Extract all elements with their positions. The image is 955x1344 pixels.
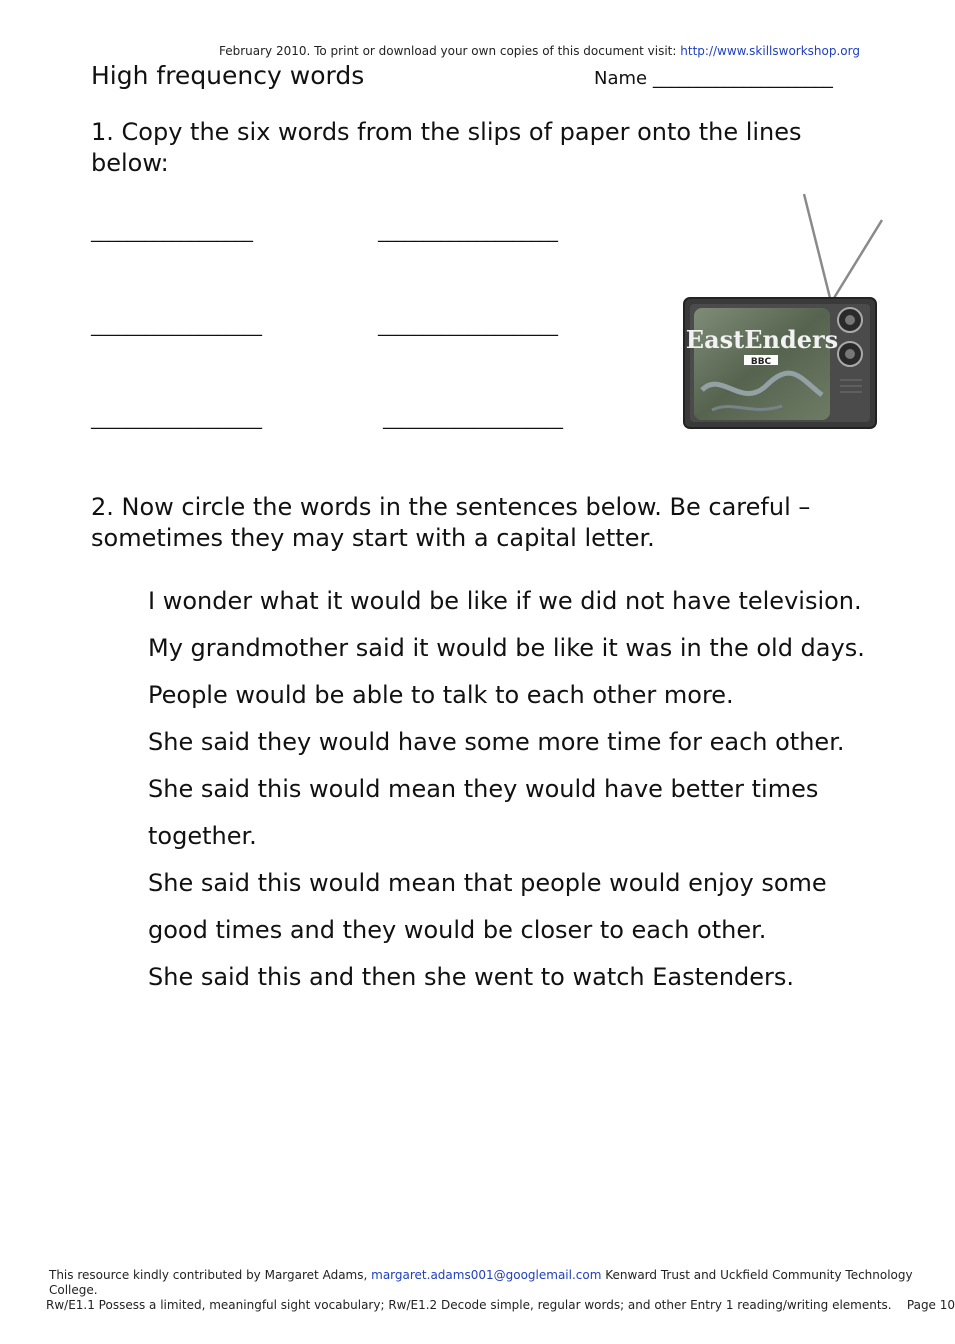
- question-1: 1. Copy the six words from the slips of paper onto the lines below:: [91, 118, 802, 177]
- answer-line-5[interactable]: ___________________: [91, 409, 262, 430]
- answer-line-4[interactable]: ____________________: [378, 316, 558, 337]
- footer-credit: [0, 1268, 950, 1298]
- header-url-link[interactable]: http://www.skillsworkshop.org: [680, 44, 860, 58]
- sentence-6[interactable]: She said this would mean that people would enjoy some good times and they would be closer to each other.: [148, 869, 827, 944]
- sentence-5[interactable]: She said this would mean they would have better times together.: [148, 775, 819, 850]
- question-2: 2. Now circle the words in the sentences below. Be careful – sometimes they may start with a capital letter.: [91, 493, 811, 552]
- sentence-4[interactable]: She said they would have some more time for each other.: [148, 728, 845, 756]
- header-note: [0, 44, 860, 58]
- answer-line-6[interactable]: ____________________: [383, 409, 563, 430]
- television-icon: [672, 180, 884, 438]
- tv-sublogo-text: BBC: [750, 357, 772, 367]
- footer-credit-end: Kenward Trust and Uckfield Community Technology College.: [49, 1268, 913, 1297]
- sentence-1[interactable]: I wonder what it would be like if we did not have television.: [148, 587, 862, 615]
- sentence-3[interactable]: People would be able to talk to each other more.: [148, 681, 734, 709]
- header-note-text: February 2010. To print or download your own copies of this document visit:: [218, 44, 677, 58]
- footer-curriculum-text: Rw/E1.1 Possess a limited, meaningful sight vocabulary; Rw/E1.2 Decode simple, regular words; and other Entry 1 reading/writing elements.: [46, 1298, 892, 1312]
- sentence-2[interactable]: My grandmother said it would be like it was in the old days.: [148, 634, 865, 662]
- answer-line-1[interactable]: __________________: [91, 222, 253, 243]
- page-title: High frequency words: [91, 61, 365, 90]
- footer: [0, 1268, 955, 1313]
- sentence-list: [148, 578, 868, 1001]
- tv-logo-text: EastEnders: [685, 325, 839, 354]
- name-field: Name ____________________: [594, 68, 833, 89]
- page-number: Page 10: [906, 1298, 955, 1312]
- footer-credit-start: This resource kindly contributed by Margaret Adams,: [49, 1268, 368, 1282]
- answer-line-2[interactable]: ____________________: [378, 222, 558, 243]
- sentence-7[interactable]: She said this and then she went to watch Eastenders.: [148, 963, 795, 991]
- answer-line-3[interactable]: ___________________: [91, 316, 262, 337]
- footer-email-link[interactable]: margaret.adams001@googlemail.com: [371, 1268, 602, 1282]
- footer-curriculum: [0, 1298, 955, 1313]
- television-image: [672, 180, 884, 438]
